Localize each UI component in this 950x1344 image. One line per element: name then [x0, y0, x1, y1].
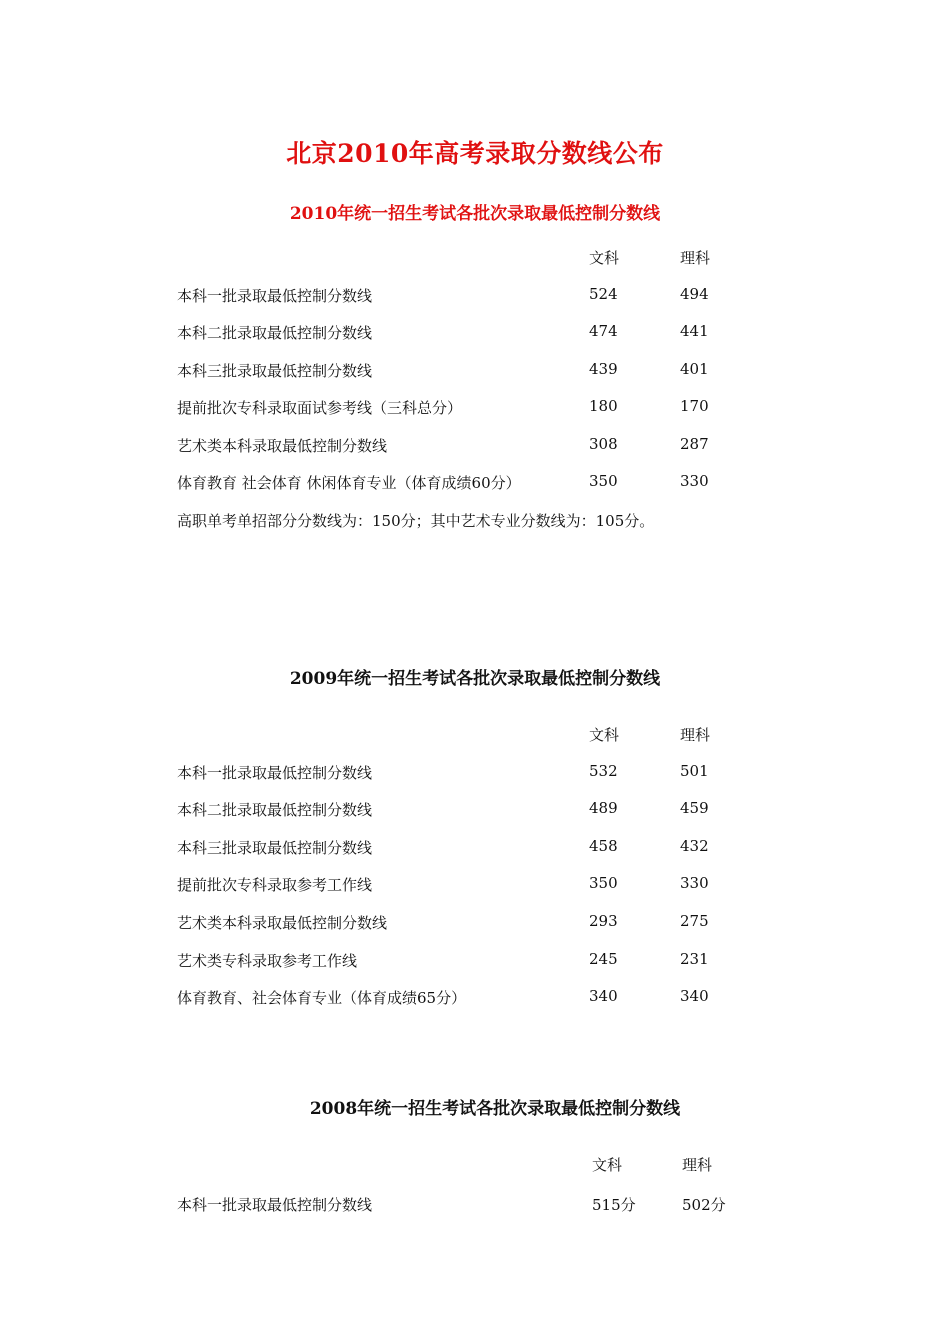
wenke-score: 308	[589, 435, 618, 453]
column-header-like: 理科	[682, 1156, 713, 1174]
row-label: 艺术类本科录取最低控制分数线	[177, 437, 388, 455]
row-label: 本科三批录取最低控制分数线	[177, 839, 373, 857]
table-row	[0, 912, 950, 934]
column-header-wenke: 文科	[589, 726, 620, 744]
wenke-score: 340	[589, 987, 618, 1005]
wenke-score: 458	[589, 837, 618, 855]
section-2008-column-headers	[0, 1154, 950, 1176]
wenke-score: 474	[589, 322, 618, 340]
wenke-score: 350	[589, 874, 618, 892]
row-label: 体育教育 社会体育 休闲体育专业（体育成绩60分）	[177, 474, 521, 492]
column-header-wenke: 文科	[592, 1156, 623, 1174]
table-row	[0, 360, 950, 382]
row-label: 本科二批录取最低控制分数线	[177, 801, 373, 819]
wenke-score: 515分	[592, 1196, 636, 1214]
row-label: 本科一批录取最低控制分数线	[177, 287, 373, 305]
section-2010-column-headers	[0, 247, 950, 269]
table-row	[0, 874, 950, 896]
table-row	[0, 837, 950, 859]
row-label: 本科一批录取最低控制分数线	[177, 1196, 373, 1214]
table-row	[0, 799, 950, 821]
row-label: 提前批次专科录取面试参考线（三科总分）	[177, 399, 463, 417]
row-label: 本科一批录取最低控制分数线	[177, 764, 373, 782]
table-row	[0, 950, 950, 972]
wenke-score: 524	[589, 285, 618, 303]
like-score: 231	[680, 950, 709, 968]
wenke-score: 439	[589, 360, 618, 378]
like-score: 401	[680, 360, 709, 378]
section-2009-heading: 2009年统一招生考试各批次录取最低控制分数线	[289, 669, 661, 689]
wenke-score: 245	[589, 950, 618, 968]
table-row	[0, 397, 950, 419]
section-2010-note: 高职单考单招部分分数线为：150分；其中艺术专业分数线为：105分。	[177, 512, 655, 530]
column-header-like: 理科	[680, 726, 711, 744]
section-2010-heading: 2010年统一招生考试各批次录取最低控制分数线	[289, 204, 661, 224]
row-label: 本科二批录取最低控制分数线	[177, 324, 373, 342]
like-score: 494	[680, 285, 709, 303]
like-score: 287	[680, 435, 709, 453]
table-row	[0, 322, 950, 344]
table-row	[0, 435, 950, 457]
section-2008-heading: 2008年统一招生考试各批次录取最低控制分数线	[309, 1099, 681, 1119]
table-row	[0, 762, 950, 784]
row-label: 本科三批录取最低控制分数线	[177, 362, 373, 380]
wenke-score: 180	[589, 397, 618, 415]
table-row	[0, 285, 950, 307]
column-header-like: 理科	[680, 249, 711, 267]
wenke-score: 532	[589, 762, 618, 780]
like-score: 340	[680, 987, 709, 1005]
like-score: 330	[680, 874, 709, 892]
row-label: 体育教育、社会体育专业（体育成绩65分）	[177, 989, 467, 1007]
page-title: 北京2010年高考录取分数线公布	[286, 139, 664, 168]
table-row	[0, 987, 950, 1009]
wenke-score: 489	[589, 799, 618, 817]
row-label: 艺术类专科录取参考工作线	[177, 952, 358, 970]
wenke-score: 293	[589, 912, 618, 930]
like-score: 432	[680, 837, 709, 855]
table-row	[0, 472, 950, 494]
row-label: 提前批次专科录取参考工作线	[177, 876, 373, 894]
like-score: 330	[680, 472, 709, 490]
wenke-score: 350	[589, 472, 618, 490]
column-header-wenke: 文科	[589, 249, 620, 267]
row-label: 艺术类本科录取最低控制分数线	[177, 914, 388, 932]
section-2009-column-headers	[0, 724, 950, 746]
like-score: 275	[680, 912, 709, 930]
like-score: 441	[680, 322, 709, 340]
like-score: 501	[680, 762, 709, 780]
like-score: 502分	[682, 1196, 726, 1214]
like-score: 459	[680, 799, 709, 817]
like-score: 170	[680, 397, 709, 415]
table-row	[0, 1194, 950, 1216]
